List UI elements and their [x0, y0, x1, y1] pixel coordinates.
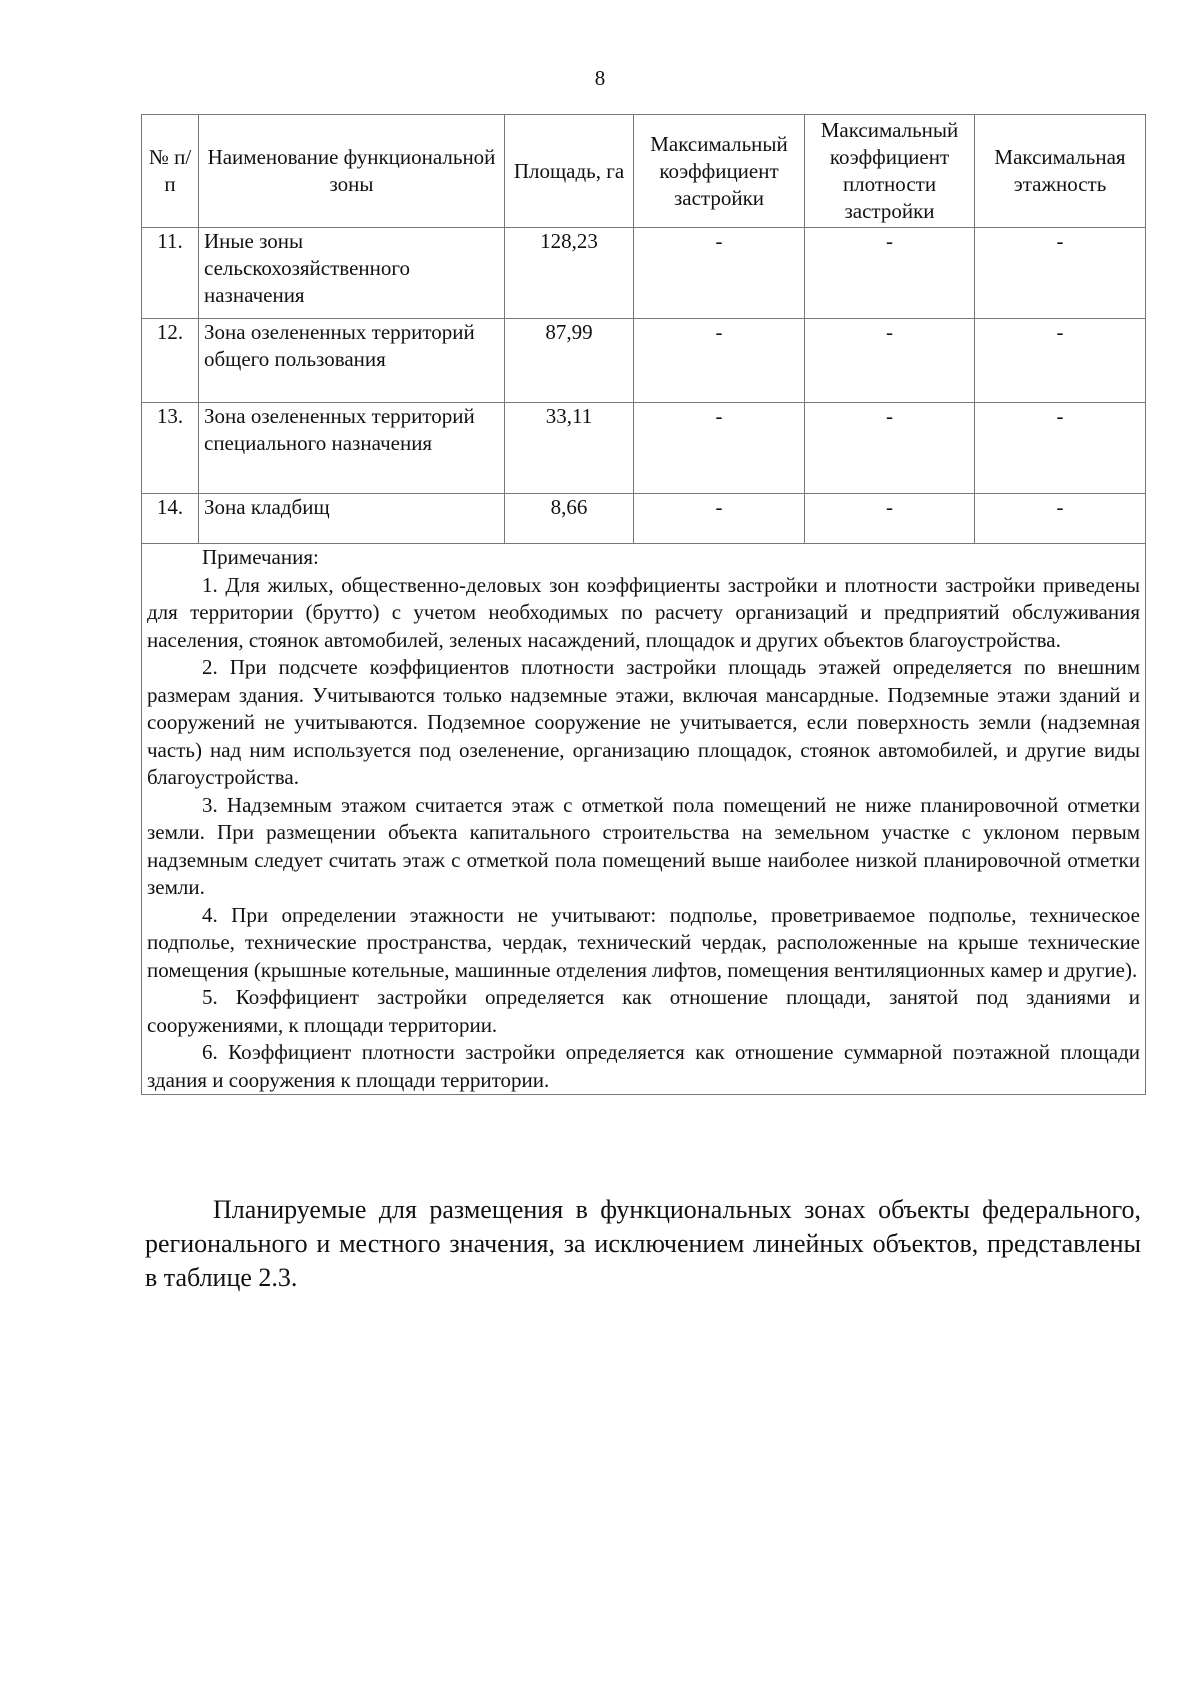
notes-title: Примечания: — [202, 545, 319, 569]
note-item: 6. Коэффициент плотности застройки определяется как отношение суммарной поэтажной площади здания и сооружения к площади территории. — [147, 1040, 1140, 1092]
header-name: Наименование функциональной зоны — [199, 115, 505, 228]
cell-name: Иные зоны сельскохозяйственного назначения — [199, 228, 505, 319]
cell-num: 13. — [142, 403, 199, 494]
note-item: 4. При определении этажности не учитывают: подполье, проветриваемое подполье, техническое подполье, технические пространства, чердак, технический чердак, расположенные на крыше технические помещения (крышные котельные, машинные отделения лифтов, помещения вентиляционных камер и другие). — [147, 902, 1140, 982]
cell-floors: - — [975, 319, 1146, 403]
header-coef: Максимальный коэффициент застройки — [634, 115, 805, 228]
cell-coef: - — [634, 228, 805, 319]
table-row — [142, 403, 1146, 494]
page-number: 8 — [594, 66, 606, 90]
cell-floors: - — [975, 403, 1146, 494]
header-floors: Максимальная этажность — [975, 115, 1146, 228]
cell-floors: - — [975, 228, 1146, 319]
cell-area: 128,23 — [505, 228, 634, 319]
cell-area: 8,66 — [505, 494, 634, 544]
table-row — [142, 228, 1146, 319]
functional-zones-table — [141, 114, 1146, 1095]
table-row — [142, 494, 1146, 544]
cell-density: - — [805, 494, 975, 544]
body-paragraph: Планируемые для размещения в функциональных зонах объекты федерального, регионального и местного значения, за исключением линейных объектов, представлены в таблице 2.3. — [145, 1195, 1141, 1292]
table-row — [142, 319, 1146, 403]
cell-name: Зона озелененных территорий общего пользования — [199, 319, 505, 403]
header-num: № п/п — [142, 115, 199, 228]
note-item: 3. Надземным этажом считается этаж с отметкой пола помещений не ниже планировочной отметки земли. При размещении объекта капитального строительства на земельном участке с уклоном первым надземным следует считать этаж с отметкой пола помещений выше наиболее низкой планировочной отметки земли. — [147, 792, 1140, 899]
note-item: 2. При подсчете коэффициентов плотности застройки площадь этажей определяется по внешним размерам здания. Учитываются только надземные этажи, включая мансардные. Подземные этажи зданий и сооружений не учитываются. Подземное сооружение не учитывается, если поверхность земли (надземная часть) над ним используется под озеленение, организацию площадок, стоянок автомобилей, и другие виды благоустройства. — [147, 655, 1140, 789]
header-density: Максимальный коэффициент плотности застройки — [805, 115, 975, 228]
cell-num: 11. — [142, 228, 199, 319]
cell-density: - — [805, 228, 975, 319]
cell-name: Зона кладбищ — [199, 494, 505, 544]
cell-coef: - — [634, 319, 805, 403]
note-item: 1. Для жилых, общественно-деловых зон коэффициенты застройки и плотности застройки приведены для территории (брутто) с учетом необходимых по расчету организаций и предприятий обслуживания населения, стоянок автомобилей, зеленых насаждений, площадок и других объектов благоустройства. — [147, 572, 1140, 652]
table-header-row — [142, 115, 1146, 228]
cell-coef: - — [634, 403, 805, 494]
note-item: 5. Коэффициент застройки определяется как отношение площади, занятой под зданиями и сооружениями, к площади территории. — [147, 985, 1140, 1037]
cell-area: 87,99 — [505, 319, 634, 403]
cell-coef: - — [634, 494, 805, 544]
cell-name: Зона озелененных территорий специального назначения — [199, 403, 505, 494]
cell-floors: - — [975, 494, 1146, 544]
cell-num: 14. — [142, 494, 199, 544]
cell-num: 12. — [142, 319, 199, 403]
header-area: Площадь, га — [505, 115, 634, 228]
cell-density: - — [805, 319, 975, 403]
cell-density: - — [805, 403, 975, 494]
notes-row — [142, 544, 1146, 1095]
notes-cell — [142, 544, 1146, 1095]
cell-area: 33,11 — [505, 403, 634, 494]
